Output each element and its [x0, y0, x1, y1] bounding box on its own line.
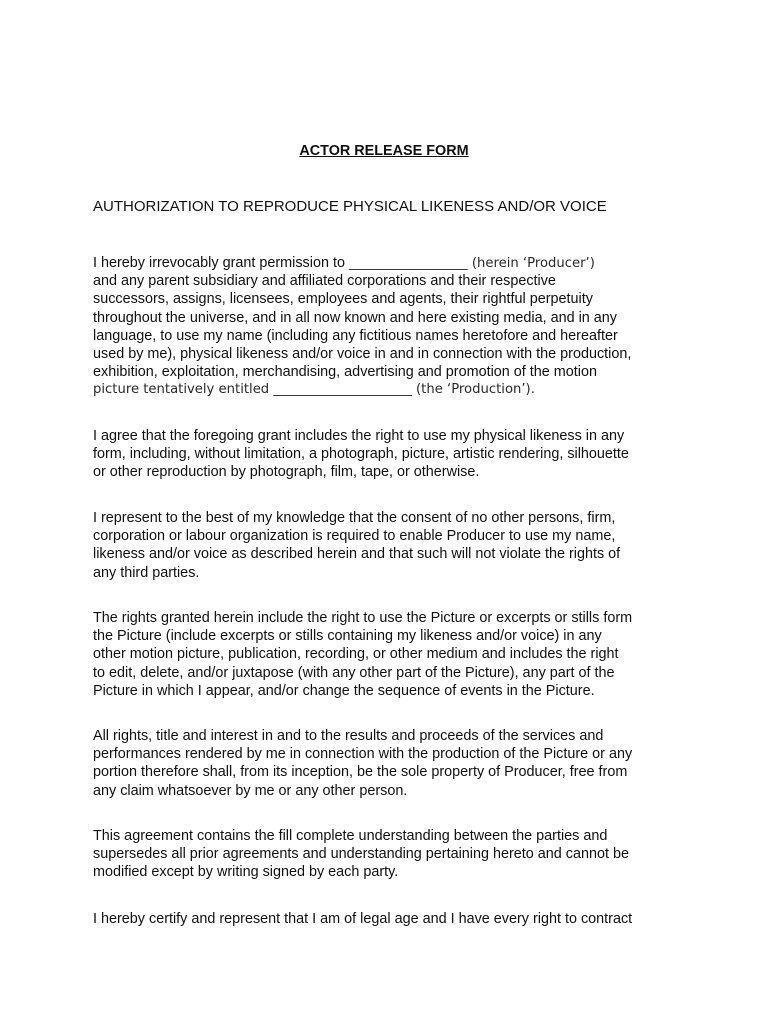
- paragraph-line: or other reproduction by photograph, film, tape, or otherwise.: [93, 464, 480, 481]
- paragraph-line: used by me), physical likeness and/or voice in and in connection with the production,: [93, 345, 632, 362]
- paragraph-line: throughout the universe, and in all now known and here existing media, and in any: [93, 309, 618, 326]
- paragraph-line: language, to use my name (including any fictitious names heretofore and hereafter: [93, 327, 618, 344]
- text-segment: I hereby irrevocably grant permission to: [93, 255, 349, 271]
- paragraph-line: exhibition, exploitation, merchandising, advertising and promotion of the motion: [93, 364, 597, 381]
- paragraph-legal-age: [93, 910, 693, 928]
- paragraph-line: I hereby certify and represent that I am of legal age and I have every right to contract: [93, 911, 633, 927]
- paragraph-line: other motion picture, publication, recording, or other medium and includes the right: [93, 646, 619, 663]
- paragraph-line: any claim whatsoever by me or any other person.: [93, 782, 408, 799]
- paragraph-line: I agree that the foregoing grant includes the right to use my physical likeness in any: [93, 428, 625, 444]
- paragraph-line: All rights, title and interest in and to the results and proceeds of the services and: [93, 728, 604, 744]
- paragraph-line: performances rendered by me in connection with the production of the Picture or any: [93, 746, 633, 763]
- paragraph-entire-agreement: [93, 827, 693, 882]
- paragraph-line: corporation or labour organization is required to enable Producer to use my name,: [93, 528, 616, 545]
- paragraph-line: supersedes all prior agreements and understanding pertaining hereto and cannot be: [93, 846, 630, 863]
- paragraph-line: to edit, delete, and/or juxtapose (with any other part of the Picture), any part of the: [93, 664, 615, 681]
- paragraph-line: Picture in which I appear, and/or change the sequence of events in the Picture.: [93, 682, 595, 699]
- paragraph-likeness-grant: [93, 427, 693, 482]
- paragraph-rights-title-interest: [93, 727, 693, 800]
- production-title-blank: picture tentatively entitled _____________________ (the ‘Production’).: [93, 382, 535, 398]
- paragraph-line: portion therefore shall, from its inception, be the sole property of Producer, free from: [93, 764, 628, 781]
- producer-blank: __________________ (herein ‘Producer’): [348, 256, 595, 271]
- paragraph-line: form, including, without limitation, a photograph, picture, artistic rendering, silhouette: [93, 446, 629, 463]
- paragraph-line: This agreement contains the fill complete understanding between the parties and: [93, 828, 608, 844]
- paragraph-line: any third parties.: [93, 564, 200, 581]
- paragraph-rights-granted: [93, 609, 693, 700]
- paragraph-line: the Picture (include excerpts or stills containing my likeness and/or voice) in any: [93, 628, 602, 645]
- paragraph-consent-representation: [93, 509, 693, 582]
- paragraph-line: [93, 254, 693, 272]
- paragraph-line: likeness and/or voice as described herein and that such will not violate the rights of: [93, 546, 621, 563]
- document-title: ACTOR RELEASE FORM: [299, 143, 469, 159]
- paragraph-line: and any parent subsidiary and affiliated corporations and their respective: [93, 273, 556, 290]
- paragraph-line: The rights granted herein include the right to use the Picture or excerpts or stills form: [93, 610, 633, 626]
- paragraph-line: I represent to the best of my knowledge that the consent of no other persons, firm,: [93, 510, 616, 526]
- document-subtitle: AUTHORIZATION TO REPRODUCE PHYSICAL LIKENESS AND/OR VOICE: [93, 198, 607, 215]
- paragraph-line: modified except by writing signed by each party.: [93, 864, 399, 881]
- paragraph-line: successors, assigns, licensees, employees and agents, their rightful perpetuity: [93, 291, 593, 308]
- paragraph-grant-permission: [93, 254, 693, 400]
